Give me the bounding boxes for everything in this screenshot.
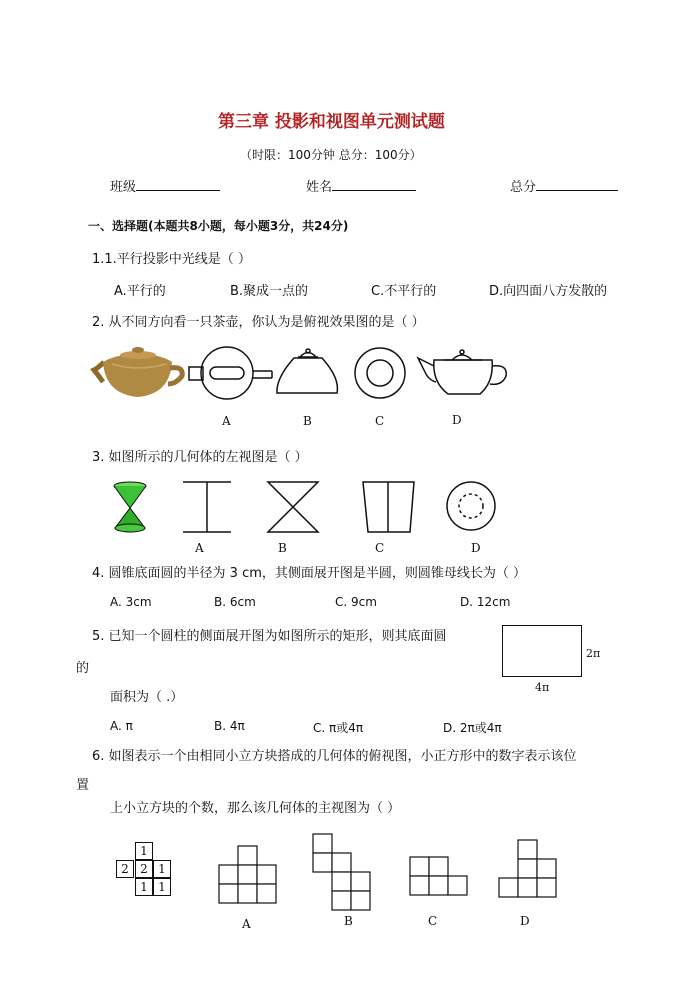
q2-label-b[interactable]: B [303, 414, 312, 428]
teapot-option-b-figure [277, 349, 337, 393]
q5-stem-line2: 的 [76, 661, 90, 676]
q6-label-b[interactable]: B [344, 914, 353, 928]
hourglass-option-c-figure [363, 482, 414, 532]
q3-label-c[interactable]: C [375, 541, 385, 555]
score-field [510, 176, 618, 195]
grid-cell: 2 [116, 860, 134, 878]
q5-option-d[interactable]: D. 2π或4π [443, 721, 502, 735]
q6-option-d-figure [499, 840, 556, 897]
name-blank[interactable] [332, 178, 416, 191]
q6-label-c[interactable]: C [428, 914, 438, 928]
name-field [306, 176, 416, 195]
q4-option-d[interactable]: D. 12cm [460, 595, 511, 609]
hourglass-option-d-figure [447, 482, 495, 530]
q6-label-d[interactable]: D [520, 914, 530, 928]
hourglass-figures [0, 478, 696, 548]
q4-option-b[interactable]: B. 6cm [214, 595, 256, 609]
grid-cell: 1 [135, 878, 153, 896]
page-title: 第三章 投影和视图单元测试题 [218, 112, 445, 132]
class-field [110, 176, 220, 195]
teapot-photo-icon [94, 347, 182, 397]
q1-option-d[interactable]: D.向四面八方发散的 [489, 284, 608, 299]
q6-front-view-options [0, 830, 696, 920]
q5-option-c[interactable]: C. π或4π [313, 721, 364, 735]
q6-option-b-figure [313, 834, 370, 910]
teapot-option-c-figure [355, 348, 405, 398]
q3-label-b[interactable]: B [278, 541, 287, 555]
q3-stem: 3. 如图所示的几何体的左视图是（ ） [92, 450, 308, 465]
q6-stem-line3: 上小立方块的个数，那么该几何体的主视图为（ ） [110, 801, 401, 816]
score-label: 总分 [510, 180, 537, 195]
class-blank[interactable] [136, 178, 220, 191]
q1-option-c[interactable]: C.不平行的 [371, 284, 437, 299]
grid-cell: 1 [153, 860, 171, 878]
exam-subtitle: （时限：100分钟 总分：100分） [240, 148, 422, 162]
q1-option-a[interactable]: A.平行的 [114, 284, 166, 299]
section-heading: 一、选择题(本题共8小题，每小题3分，共24分) [88, 219, 349, 233]
q5-option-a[interactable]: A. π [110, 719, 133, 733]
q4-option-a[interactable]: A. 3cm [110, 595, 152, 609]
q6-stem-line2: 置 [76, 778, 90, 793]
score-blank[interactable] [536, 178, 618, 191]
q5-rect-width-label: 4π [535, 681, 550, 694]
q3-label-a[interactable]: A [195, 541, 204, 555]
q6-option-a-figure [219, 846, 276, 903]
teapot-figures [0, 340, 696, 460]
q2-label-d[interactable]: D [452, 413, 462, 427]
q5-stem-line3: 面积为（ .） [110, 690, 184, 705]
q3-label-d[interactable]: D [471, 541, 481, 555]
hourglass-solid-figure [114, 482, 146, 532]
q2-label-c[interactable]: C [375, 414, 385, 428]
grid-cell: 1 [153, 878, 171, 896]
grid-cell: 1 [135, 842, 153, 860]
q5-rectangle [502, 625, 582, 677]
q5-option-b[interactable]: B. 4π [214, 719, 245, 733]
q4-option-c[interactable]: C. 9cm [335, 595, 377, 609]
class-label: 班级 [110, 180, 137, 195]
q5-stem-line1: 5. 已知一个圆柱的侧面展开图为如图所示的矩形，则其底面圆 [92, 629, 447, 644]
name-label: 姓名 [306, 180, 333, 195]
q6-option-c-figure [410, 857, 467, 895]
q4-stem: 4. 圆锥底面圆的半径为 3 cm，其侧面展开图是半圆，则圆锥母线长为（ ） [92, 566, 527, 581]
q2-label-a[interactable]: A [222, 414, 231, 428]
hourglass-option-b-figure [268, 482, 318, 532]
q6-stem-line1: 6. 如图表示一个由相同小立方块搭成的几何体的俯视图，小正方形中的数字表示该位 [92, 749, 577, 764]
q6-label-a[interactable]: A [242, 917, 251, 931]
grid-cell: 2 [135, 860, 153, 878]
q1-stem: 1.1.平行投影中光线是（ ） [92, 252, 251, 267]
q1-option-b[interactable]: B.聚成一点的 [230, 284, 309, 299]
q2-stem: 2. 从不同方向看一只茶壶，你认为是俯视效果图的是（ ） [92, 315, 425, 330]
teapot-option-a-figure [189, 347, 272, 399]
teapot-option-d-figure [418, 350, 506, 394]
hourglass-option-a-figure [183, 482, 231, 532]
q5-rect-height-label: 2π [586, 647, 601, 660]
